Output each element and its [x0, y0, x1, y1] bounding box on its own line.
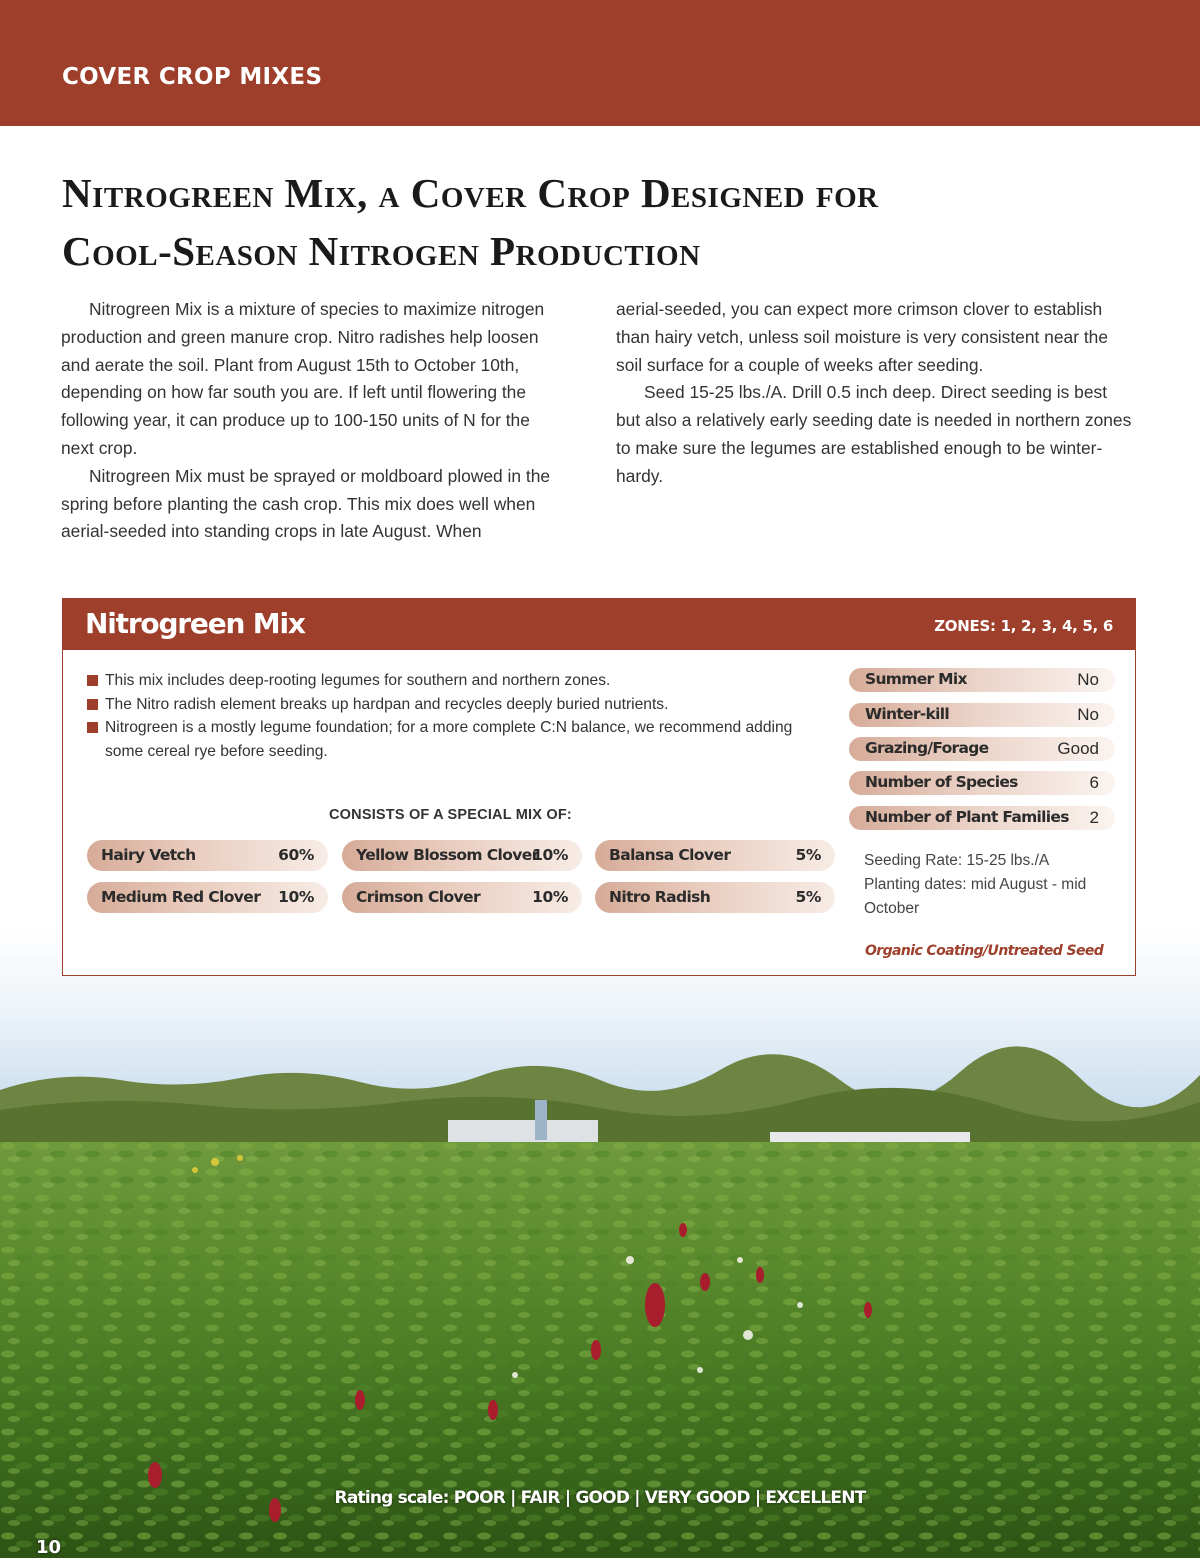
component-name: Hairy Vetch	[101, 846, 196, 864]
attribute-row	[849, 806, 1115, 830]
component-percent: 5%	[795, 846, 821, 864]
attribute-label: Number of Plant Families	[865, 808, 1069, 826]
component-name: Balansa Clover	[609, 846, 731, 864]
attribute-label: Summer Mix	[865, 670, 967, 688]
component-percent: 5%	[795, 888, 821, 906]
component-pill	[342, 840, 582, 871]
body-paragraph: Nitrogreen Mix must be sprayed or moldboard plowed in the spring before planting the cash crop. This mix does well when aerial-seeded into standing crops in late August. When	[61, 465, 551, 542]
mix-box-header	[63, 599, 1135, 650]
attribute-value: 2	[1089, 808, 1099, 827]
attribute-value: No	[1077, 705, 1099, 724]
attribute-value: No	[1077, 670, 1099, 689]
component-percent: 60%	[278, 846, 314, 864]
field-photo	[0, 930, 1200, 1558]
consists-heading: CONSISTS OF A SPECIAL MIX OF:	[329, 807, 572, 823]
list-item: Nitrogreen is a mostly legume foundation; for a more complete C:N balance, we recommend adding some cereal rye before seeding.	[87, 716, 807, 763]
attribute-row	[849, 703, 1115, 727]
attribute-row	[849, 737, 1115, 761]
component-pill	[87, 882, 328, 913]
component-pill	[595, 882, 835, 913]
page-title	[62, 164, 1142, 280]
body-column-right	[616, 296, 1136, 491]
attribute-label: Number of Species	[865, 773, 1018, 791]
component-percent: 10%	[278, 888, 314, 906]
square-bullet-icon	[87, 699, 98, 710]
list-item: The Nitro radish element breaks up hardpan and recycles deeply buried nutrients.	[87, 693, 807, 717]
seeding-rate: Seeding Rate: 15-25 lbs./A	[864, 852, 1050, 869]
component-pill	[595, 840, 835, 871]
body-paragraph: Seed 15-25 lbs./A. Drill 0.5 inch deep. Direct seeding is best but also a relatively early seeding date is needed in northern zones to make sure the legumes are established enough to be winter-hardy.	[616, 382, 1132, 486]
attribute-label: Grazing/Forage	[865, 739, 989, 757]
component-pill	[87, 840, 328, 871]
component-pill	[342, 882, 582, 913]
section-label: COVER CROP MIXES	[62, 64, 323, 90]
component-percent: 10%	[532, 846, 568, 864]
component-name: Nitro Radish	[609, 888, 711, 906]
attribute-value: 6	[1089, 773, 1099, 792]
page-number: 10	[36, 1537, 62, 1558]
field-photo-illustration	[0, 930, 1200, 1558]
component-name: Crimson Clover	[356, 888, 480, 906]
seeding-info	[864, 849, 1124, 921]
page-title-line-1: Nitrogreen Mix, a Cover Crop Designed for	[62, 170, 879, 216]
square-bullet-icon	[87, 675, 98, 686]
body-paragraph: Nitrogreen Mix is a mixture of species to maximize nitrogen production and green manure crop. Nitro radishes help loosen and aerate the soil. Plant from August 15th to October 10th, depending on how far south you are. If left until flowering the following year, it can produce up to 100-150 units of N for the next crop.	[61, 299, 545, 458]
planting-dates: Planting dates: mid August - mid October	[864, 876, 1087, 917]
attribute-row	[849, 771, 1115, 795]
seed-note: Organic Coating/Untreated Seed	[865, 943, 1104, 959]
component-name: Yellow Blossom Clover	[356, 846, 539, 864]
section-header-band	[0, 0, 1200, 126]
page-title-line-2: Cool-Season Nitrogen Production	[62, 228, 701, 274]
component-name: Medium Red Clover	[101, 888, 261, 906]
mix-bullet-list	[87, 669, 807, 763]
square-bullet-icon	[87, 722, 98, 733]
component-percent: 10%	[532, 888, 568, 906]
body-column-left	[61, 296, 566, 546]
rating-scale: Rating scale: POOR | FAIR | GOOD | VERY GOOD | EXCELLENT	[334, 1488, 866, 1508]
zones-label: ZONES: 1, 2, 3, 4, 5, 6	[934, 617, 1113, 635]
mix-info-box	[62, 598, 1136, 976]
mix-title: Nitrogreen Mix	[85, 607, 305, 640]
attribute-value: Good	[1057, 739, 1099, 758]
body-paragraph: aerial-seeded, you can expect more crimson clover to establish than hairy vetch, unless soil moisture is very consistent near the soil surface for a couple of weeks after seeding.	[616, 299, 1108, 375]
attribute-label: Winter-kill	[865, 705, 949, 723]
list-item: This mix includes deep-rooting legumes for southern and northern zones.	[87, 669, 807, 693]
attribute-row	[849, 668, 1115, 692]
